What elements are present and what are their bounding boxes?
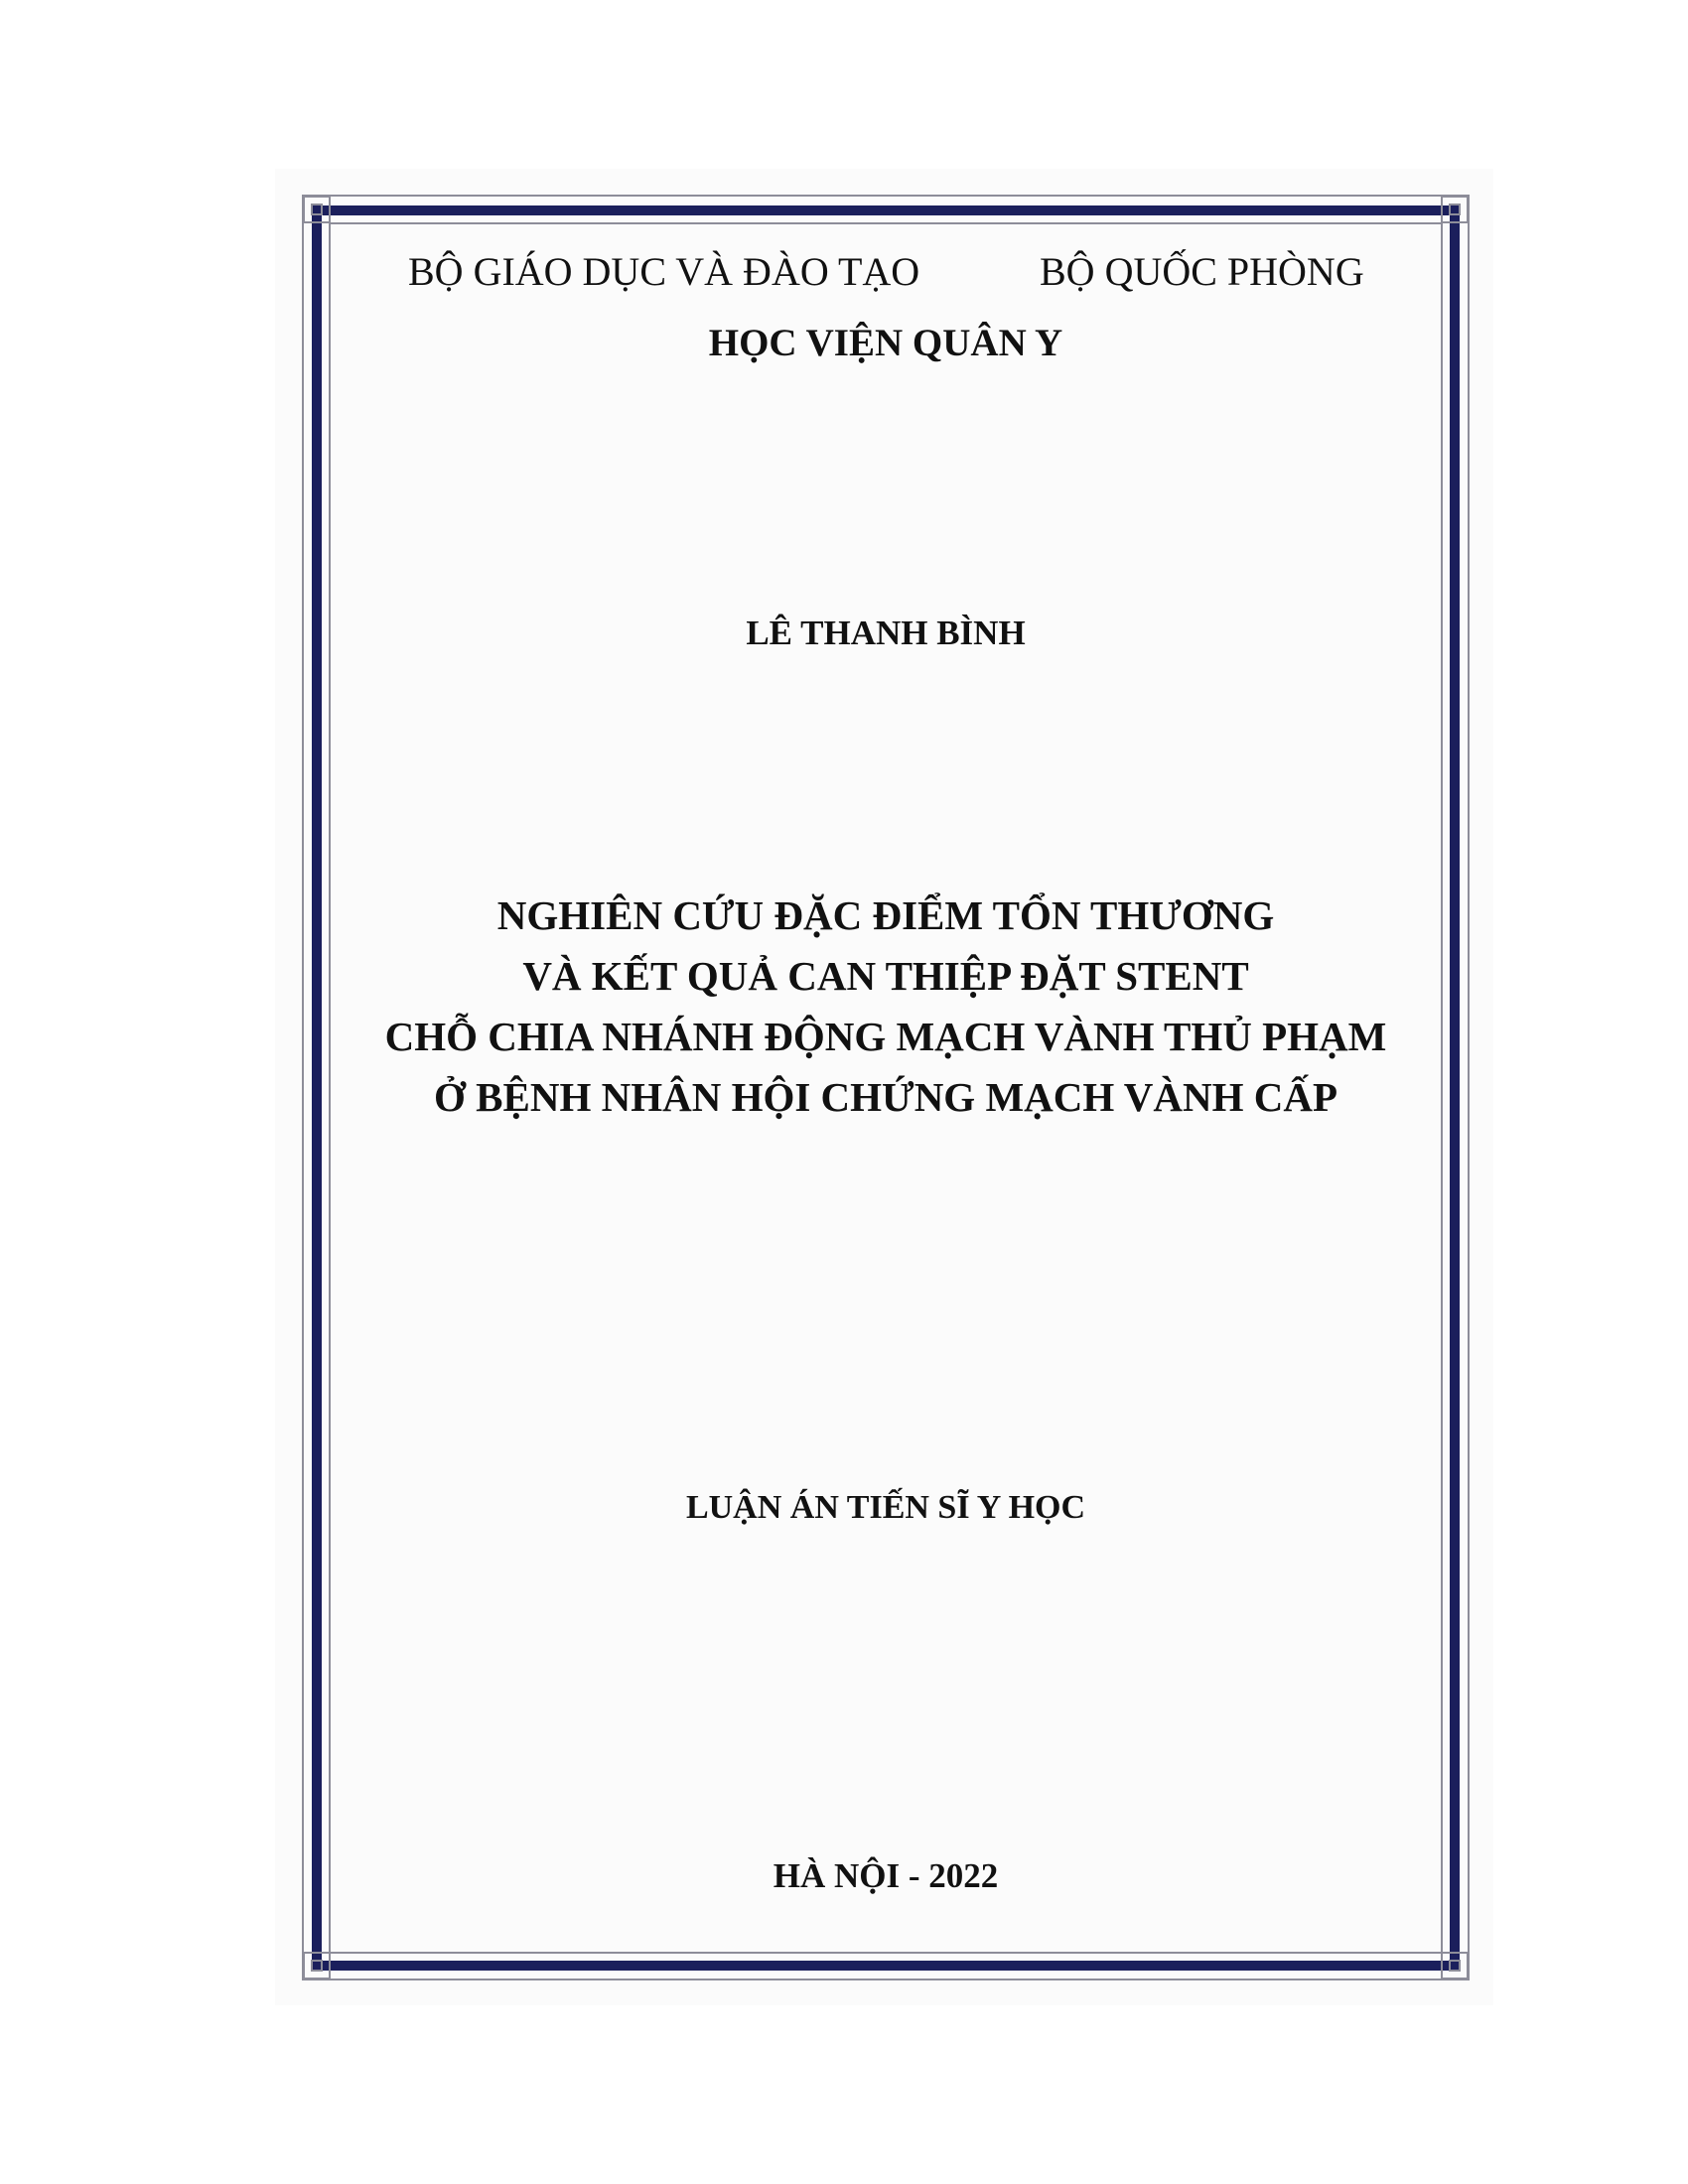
corner-ornament-bottom-left (303, 1952, 331, 1979)
thesis-title (329, 886, 1443, 1128)
thesis-title-line: NGHIÊN CỨU ĐẶC ĐIỂM TỔN THƯƠNG (496, 892, 1275, 938)
degree-label: LUẬN ÁN TIẾN SĨ Y HỌC (685, 1489, 1086, 1526)
thesis-title-line: VÀ KẾT QUẢ CAN THIỆP ĐẶT STENT (522, 953, 1249, 999)
thesis-title-line: CHỖ CHIA NHÁNH ĐỘNG MẠCH VÀNH THỦ PHẠM (384, 1014, 1387, 1059)
place-year: HÀ NỘI - 2022 (773, 1856, 999, 1895)
institute-name: HỌC VIỆN QUÂN Y (708, 322, 1063, 364)
corner-ornament-bottom-right (1441, 1952, 1469, 1979)
corner-ornament-top-left (303, 196, 331, 223)
thesis-title-line: Ở BỆNH NHÂN HỘI CHỨNG MẠCH VÀNH CẤP (434, 1074, 1337, 1120)
author-name: LÊ THANH BÌNH (746, 614, 1026, 652)
ministry-defense: BỘ QUỐC PHÒNG (1040, 249, 1364, 294)
ministry-header (329, 248, 1443, 298)
corner-ornament-top-right (1441, 196, 1469, 223)
ministry-education: BỘ GIÁO DỤC VÀ ĐÀO TẠO (408, 249, 920, 294)
